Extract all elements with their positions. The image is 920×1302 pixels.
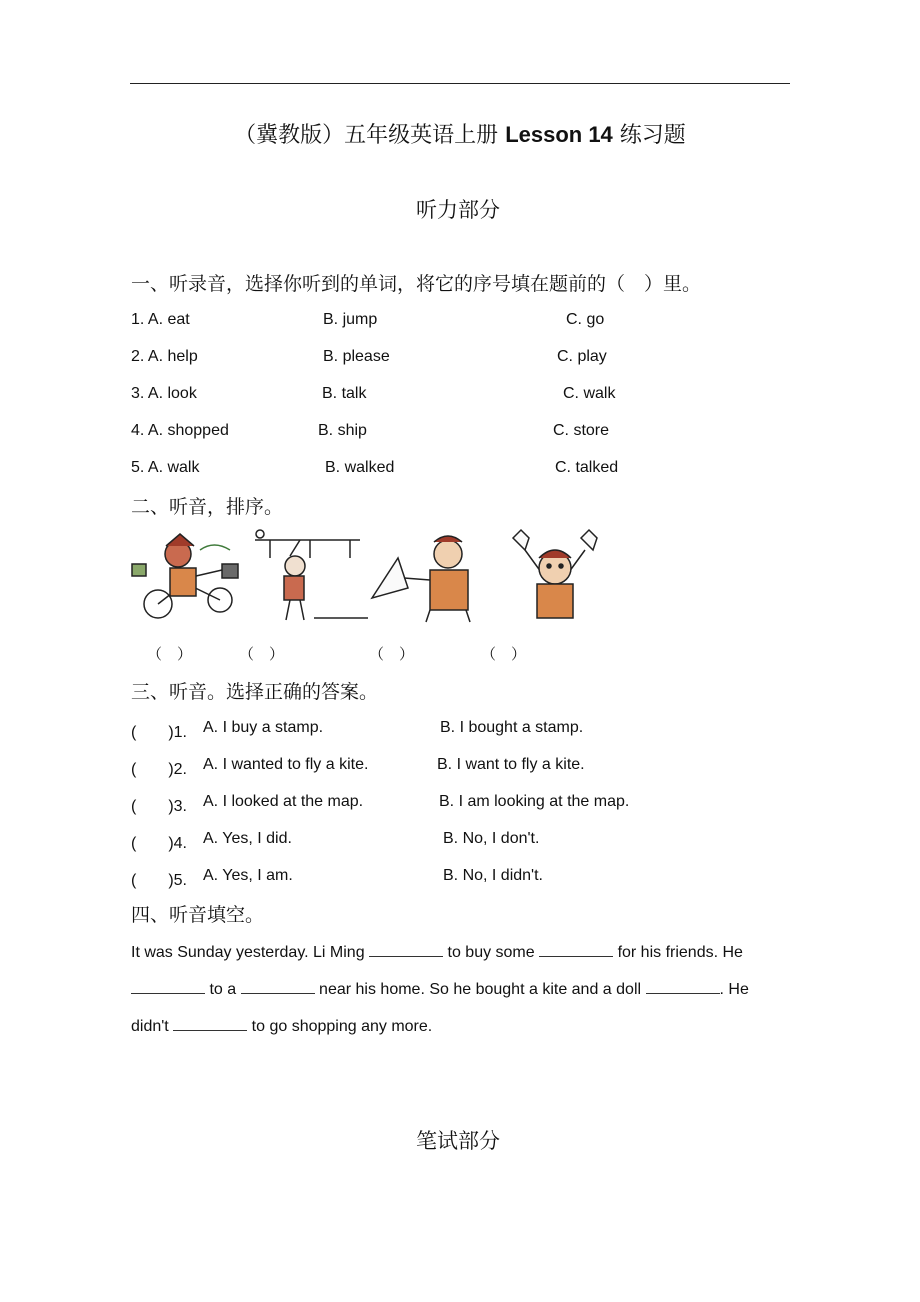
order-bracket-2[interactable]: （ ） bbox=[239, 646, 285, 663]
s3-row4-b: B. No, I don't. bbox=[443, 830, 540, 847]
blank-6[interactable] bbox=[173, 1016, 247, 1031]
s1-row4-a: 4. A. shopped bbox=[131, 422, 229, 439]
picture-2 bbox=[250, 528, 370, 624]
s3-row5-a: A. Yes, I am. bbox=[203, 867, 293, 884]
s3-row1-a: A. I buy a stamp. bbox=[203, 719, 324, 736]
title-prefix: （冀教版）五年级英语上册 bbox=[234, 123, 499, 148]
s1-row2-b: B. please bbox=[323, 348, 390, 365]
blank-4[interactable] bbox=[241, 979, 315, 994]
s1-row3-a: 3. A. look bbox=[131, 385, 197, 402]
s1-row1-a: 1. A. eat bbox=[131, 311, 190, 328]
fill-text-5: near his home. So he bought a kite and a doll bbox=[319, 981, 642, 998]
section1-heading: 一、听录音，选择你听到的单词，将它的序号填在题前的（ ）里。 bbox=[131, 273, 702, 295]
s1-row3-c: C. walk bbox=[563, 385, 616, 402]
s3-row1-b: B. I bought a stamp. bbox=[440, 719, 584, 736]
s3-row1-num[interactable]: ( )1. bbox=[131, 724, 188, 741]
s3-row5-num[interactable]: ( )5. bbox=[131, 872, 188, 889]
listening-title: 听力部分 bbox=[416, 198, 500, 222]
written-title: 笔试部分 bbox=[416, 1129, 500, 1153]
s3-row3-a: A. I looked at the map. bbox=[203, 793, 364, 810]
section2-heading: 二、听音，排序。 bbox=[131, 496, 284, 518]
blank-5[interactable] bbox=[646, 979, 720, 994]
s3-row2-num[interactable]: ( )2. bbox=[131, 761, 188, 778]
fill-text-6: . He bbox=[719, 981, 749, 998]
fill-line-2 bbox=[131, 979, 749, 999]
s1-row4-c: C. store bbox=[553, 422, 610, 439]
s1-row1-b: B. jump bbox=[323, 311, 378, 328]
blank-1[interactable] bbox=[369, 942, 443, 957]
s3-row2-b: B. I want to fly a kite. bbox=[437, 756, 585, 773]
s1-row5-b: B. walked bbox=[325, 459, 395, 476]
s1-row3-b: B. talk bbox=[322, 385, 367, 402]
picture-1 bbox=[130, 528, 242, 624]
fill-text-7: didn't bbox=[131, 1018, 169, 1035]
page-title bbox=[0, 118, 920, 149]
s1-row5-a: 5. A. walk bbox=[131, 459, 200, 476]
s3-row4-num[interactable]: ( )4. bbox=[131, 835, 188, 852]
blank-3[interactable] bbox=[131, 979, 205, 994]
s3-row5-b: B. No, I didn't. bbox=[443, 867, 543, 884]
s3-row3-b: B. I am looking at the map. bbox=[439, 793, 630, 810]
picture-3 bbox=[370, 528, 480, 624]
fill-text-3: for his friends. He bbox=[617, 944, 743, 961]
s1-row2-a: 2. A. help bbox=[131, 348, 198, 365]
fill-line-1 bbox=[131, 942, 743, 962]
fill-line-3 bbox=[131, 1016, 432, 1036]
section4-heading: 四、听音填空。 bbox=[131, 904, 265, 926]
s1-row1-c: C. go bbox=[566, 311, 605, 328]
fill-text-1: It was Sunday yesterday. Li Ming bbox=[131, 944, 365, 961]
s1-row5-c: C. talked bbox=[555, 459, 619, 476]
fill-text-4: to a bbox=[209, 981, 237, 998]
section3-heading: 三、听音。选择正确的答案。 bbox=[131, 681, 379, 703]
blank-2[interactable] bbox=[539, 942, 613, 957]
fill-text-8: to go shopping any more. bbox=[251, 1018, 433, 1035]
s3-row3-num[interactable]: ( )3. bbox=[131, 798, 188, 815]
fill-text-2: to buy some bbox=[447, 944, 535, 961]
order-bracket-4[interactable]: （ ） bbox=[481, 646, 527, 663]
title-lesson: Lesson 14 bbox=[505, 122, 613, 147]
order-bracket-3[interactable]: （ ） bbox=[369, 646, 415, 663]
s3-row2-a: A. I wanted to fly a kite. bbox=[203, 756, 369, 773]
s3-row4-a: A. Yes, I did. bbox=[203, 830, 292, 847]
s1-row4-b: B. ship bbox=[318, 422, 367, 439]
title-suffix: 练习题 bbox=[619, 123, 686, 148]
s1-row2-c: C. play bbox=[557, 348, 607, 365]
picture-4 bbox=[505, 528, 605, 624]
top-rule bbox=[130, 83, 790, 84]
order-bracket-1[interactable]: （ ） bbox=[147, 646, 193, 663]
